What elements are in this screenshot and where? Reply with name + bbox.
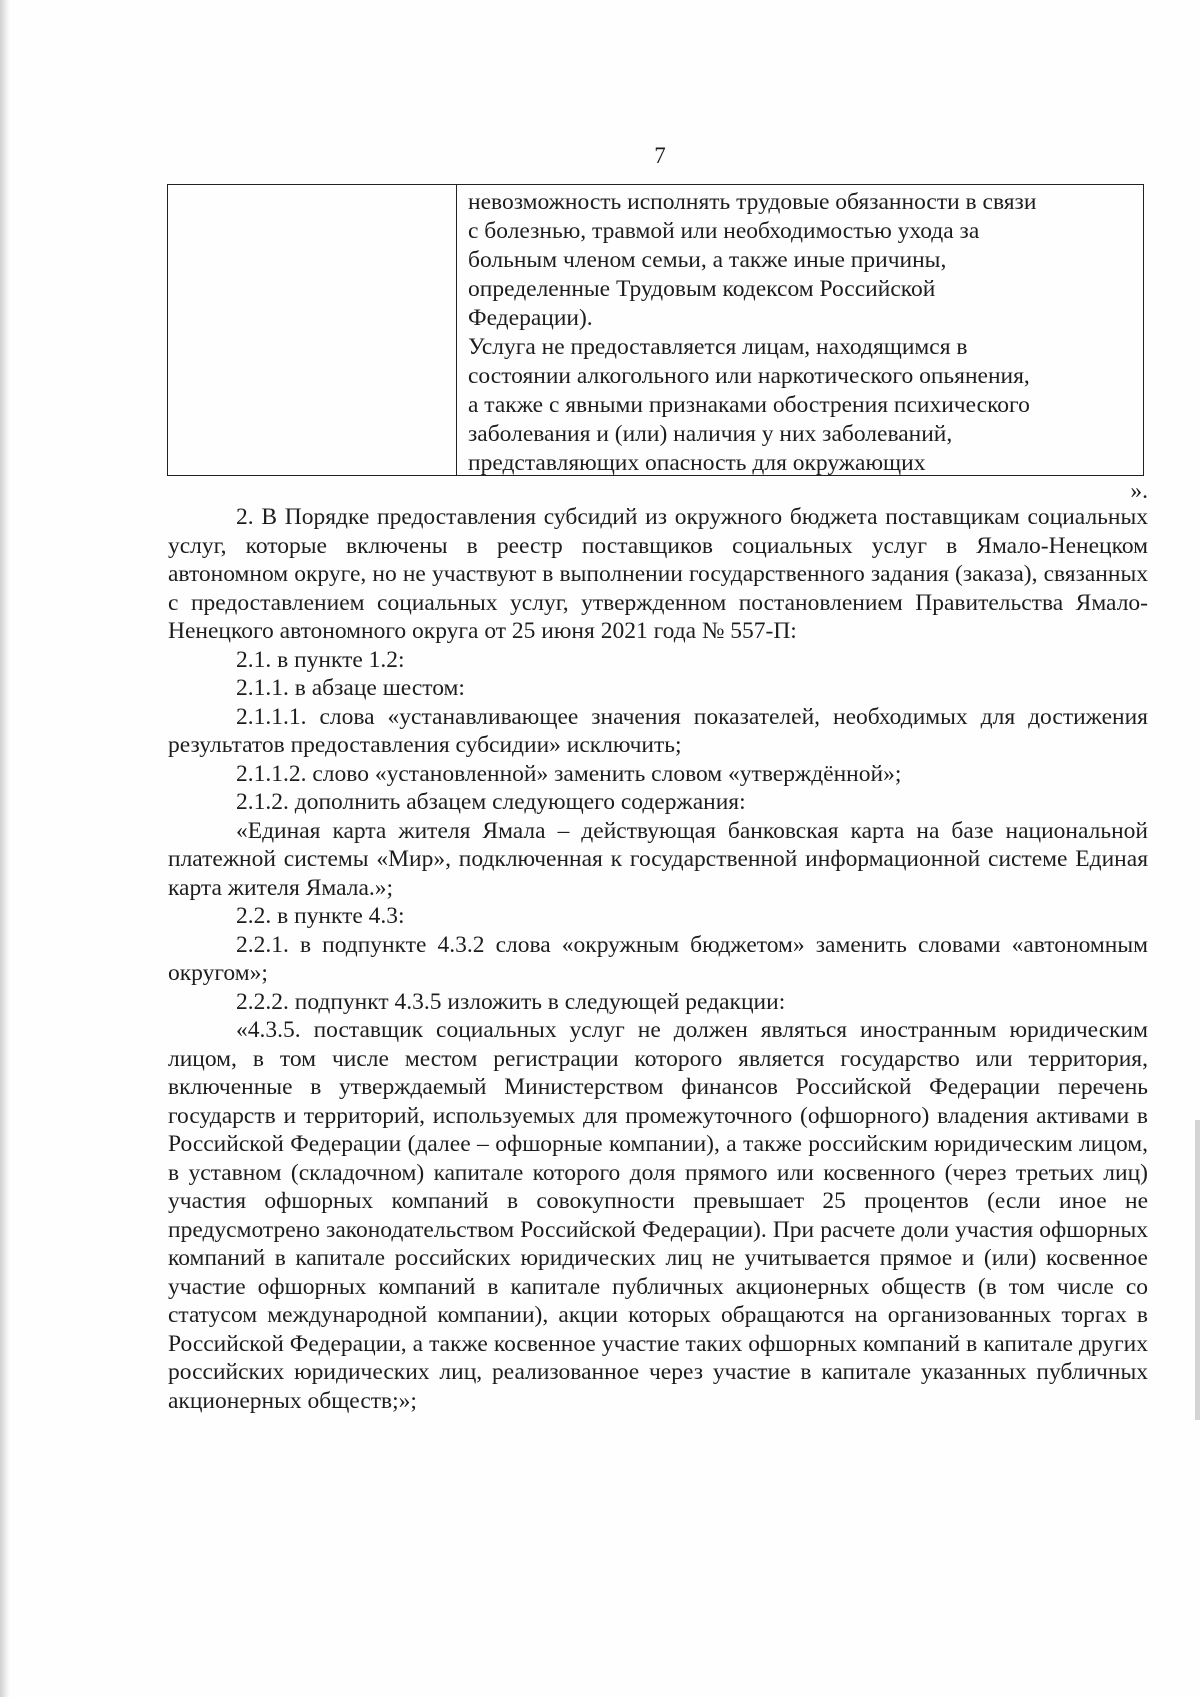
paragraph-2: 2. В Порядке предоставления субсидий из окружного бюджета поставщикам социальных услуг, которые включены в реестр поставщиков социальных услуг в Ямало-Ненецком автономном округе, но не участвуют в выполнении государственного задания (заказа), связанных с предоставлением социальных услуг, утвержденном постановлением Правительства Ямало-Ненецкого автономного округа от 25 июня 2021 года № 557-П: [168, 504, 1148, 644]
table-cell-line: а также с явными признаками обострения психического [468, 392, 1030, 418]
table-cell-line: определенные Трудовым кодексом Российской [468, 276, 936, 302]
paragraph-2-1: 2.1. в пункте 1.2: [236, 646, 405, 673]
paragraph-2-2: 2.2. в пункте 4.3: [236, 903, 405, 929]
table-cell-line: невозможность исполнять трудовые обязанности в связи [468, 189, 1037, 215]
continued-table [167, 184, 1144, 476]
paragraph-2-1-2: 2.1.2. дополнить абзацем следующего содержания: [236, 789, 746, 815]
table-cell-line: состоянии алкогольного или наркотического опьянения, [468, 363, 1030, 389]
table-right-cell [459, 185, 1143, 475]
paragraph-2-1-1-1: 2.1.1.1. слова «устанавливающее значения показателей, необходимых для достижения результатов предоставления субсидии» исключить; [168, 703, 1148, 758]
paragraph-2-1-1-2: 2.1.1.2. слово «установленной» заменить словом «утверждённой»; [236, 760, 902, 787]
table-cell-line: представляющих опасность для окружающих [468, 450, 926, 475]
paragraph-2-2-2: 2.2.2. подпункт 4.3.5 изложить в следующей редакции: [236, 988, 786, 1015]
paragraph-yamal-card-definition: «Единая карта жителя Ямала – действующая банковская карта на базе национальной платежной системы «Мир», подключенная к государственной информационной системе Единая карта жителя Ямала.»; [168, 817, 1148, 901]
scan-page-edge [0, 0, 10, 1697]
paragraph-2-2-1: 2.2.1. в подпункте 4.3.2 слова «окружным бюджетом» заменить словами «автономным округом»; [168, 931, 1148, 986]
paragraph-4-3-5: «4.3.5. поставщик социальных услуг не должен являться иностранным юридическим лицом, в том числе местом регистрации которого является государство или территория, включенные в утверждаемый Министерством финансов Российской Федерации перечень государств и территорий, используемых для промежуточного (офшорного) владения активами в Российской Федерации (далее – офшорные компании), а также российским юридическим лицом, в уставном (складочном) капитале которого доля прямого или косвенного (через третьих лиц) участия офшорных компаний в совокупности превышает 25 процентов (если иное не предусмотрено законодательством Российской Федерации). При расчете доли участия офшорных компаний в капитале российских юридических лиц не учитывается прямое и (или) косвенное участие офшорных компаний в капитале публичных акционерных обществ (в том числе со статусом международной компании), акции которых обращаются на организованных торгах в Российской Федерации, а также косвенное участие таких офшорных компаний в капитале других российских юридических лиц, реализованное через участие в капитале указанных публичных акционерных обществ;»; [168, 1017, 1148, 1414]
table-cell-line: Услуга не предоставляется лицам, находящимся в [468, 334, 968, 360]
table-cell-line: заболевания и (или) наличия у них заболеваний, [468, 421, 953, 447]
scan-edge-mark [1195, 1120, 1200, 1420]
table-cell-line: Федерации). [468, 305, 593, 331]
table-cell-line: больным членом семьи, а также иные причины, [468, 247, 947, 273]
table-cell-line: с болезнью, травмой или необходимостью ухода за [468, 218, 980, 244]
paragraph-2-1-1: 2.1.1. в абзаце шестом: [236, 675, 465, 701]
page-number: 7 [654, 143, 666, 168]
table-close-quote: ». [1130, 478, 1148, 504]
document-body [168, 503, 1148, 1415]
table-left-cell [168, 185, 457, 475]
